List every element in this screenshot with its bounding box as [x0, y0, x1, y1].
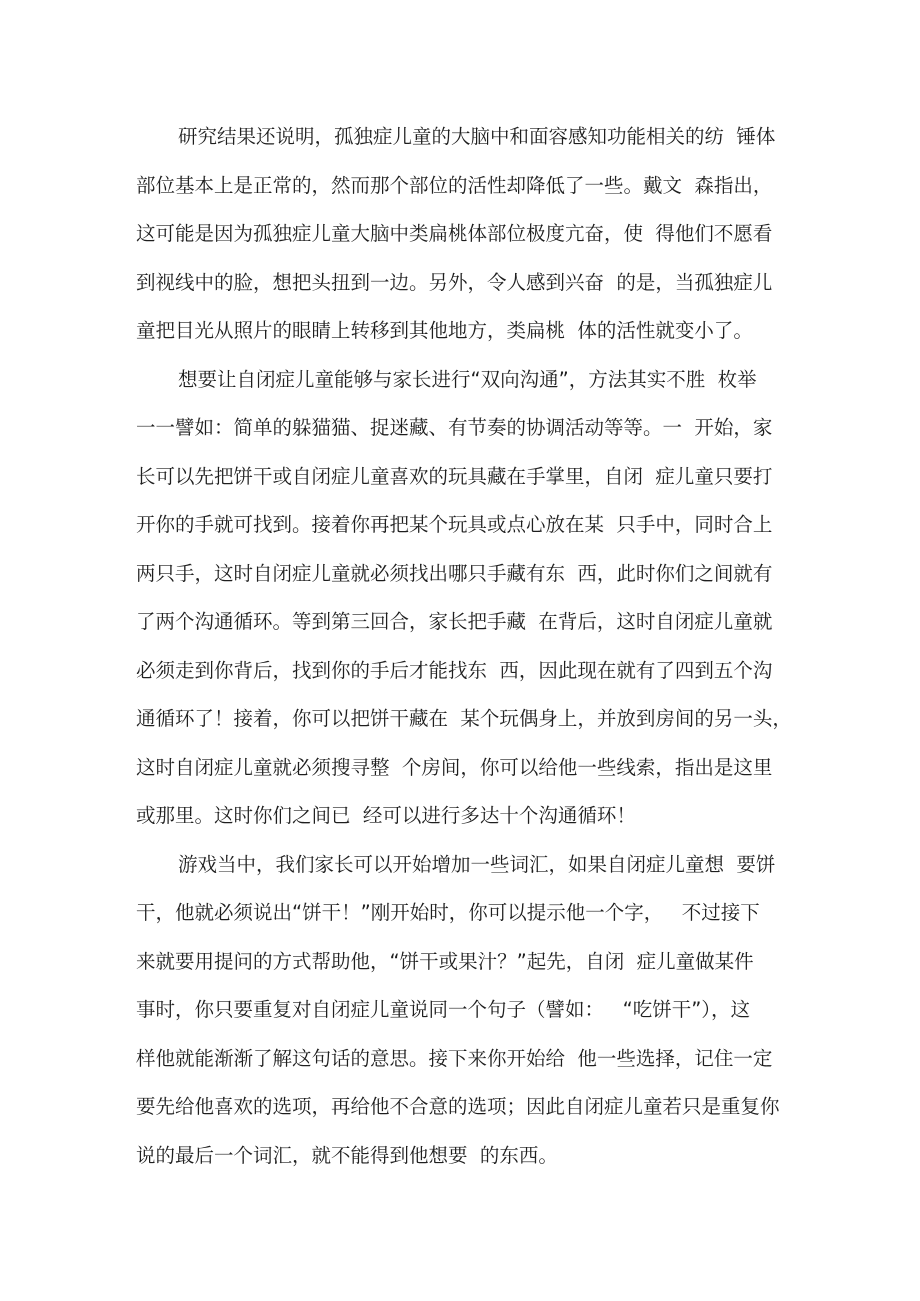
text-line: 样他就能渐渐了解这句话的意思。接下来你开始给 他一些选择，记住一定	[136, 1047, 773, 1070]
text-line: 了两个沟通循环。等到第三回合，家长把手藏 在背后，这时自闭症儿童就	[136, 610, 773, 633]
text-line: 干，他就必须说出“饼干！”刚开始时，你可以提示他一个字， 不过接下	[136, 901, 760, 924]
text-line: 说的最后一个词汇，就不能得到他想要 的东西。	[136, 1144, 558, 1167]
text-line: 来就要用提问的方式帮助他，“饼干或果汁？”起先，自闭 症儿童做某件	[136, 950, 754, 973]
text-line: 研究结果还说明，孤独症儿童的大脑中和面容感知功能相关的纺 锤体	[178, 125, 776, 148]
text-line: 或那里。这时你们之间已 经可以进行多达十个沟通循环！	[136, 804, 636, 827]
text-line: 长可以先把饼干或自闭症儿童喜欢的玩具藏在手掌里，自闭 症儿童只要打	[136, 465, 773, 488]
text-line: 到视线中的脸，想把头扭到一边。另外，令人感到兴奋 的是，当孤独症儿	[136, 271, 773, 294]
text-line: 这时自闭症儿童就必须搜寻整 个房间，你可以给他一些线索，指出是这里	[136, 756, 773, 779]
text-line: 必须走到你背后，找到你的手后才能找东 西，因此现在就有了四到五个沟	[136, 659, 773, 682]
text-line: 事时，你只要重复对自闭症儿童说同一个句子（譬如： “吃饼干”），这	[136, 998, 751, 1021]
text-line: 一一譬如：简单的躲猫猫、捉迷藏、有节奏的协调活动等等。一 开始，家	[136, 416, 773, 439]
text-line: 童把目光从照片的眼睛上转移到其他地方，类扁桃 体的活性就变小了。	[136, 319, 753, 342]
text-line: 想要让自闭症儿童能够与家长进行“双向沟通”，方法其实不胜 枚举	[178, 368, 757, 391]
text-line: 游戏当中，我们家长可以开始增加一些词汇，如果自闭症儿童想 要饼	[178, 853, 776, 876]
text-line: 这可能是因为孤独症儿童大脑中类扁桃体部位极度亢奋，使 得他们不愿看	[136, 222, 773, 245]
text-line: 部位基本上是正常的，然而那个部位的活性却降低了一些。戴文 森指出，	[136, 174, 773, 197]
text-line: 通循环了！接着，你可以把饼干藏在 某个玩偶身上，并放到房间的另一头，	[136, 707, 792, 730]
text-line: 开你的手就可找到。接着你再把某个玩具或点心放在某 只手中，同时合上	[136, 513, 773, 536]
text-line: 两只手，这时自闭症儿童就必须找出哪只手藏有东 西，此时你们之间就有	[136, 562, 773, 585]
text-line: 要先给他喜欢的选项，再给他不合意的选项；因此自闭症儿童若只是重复你	[136, 1095, 780, 1118]
